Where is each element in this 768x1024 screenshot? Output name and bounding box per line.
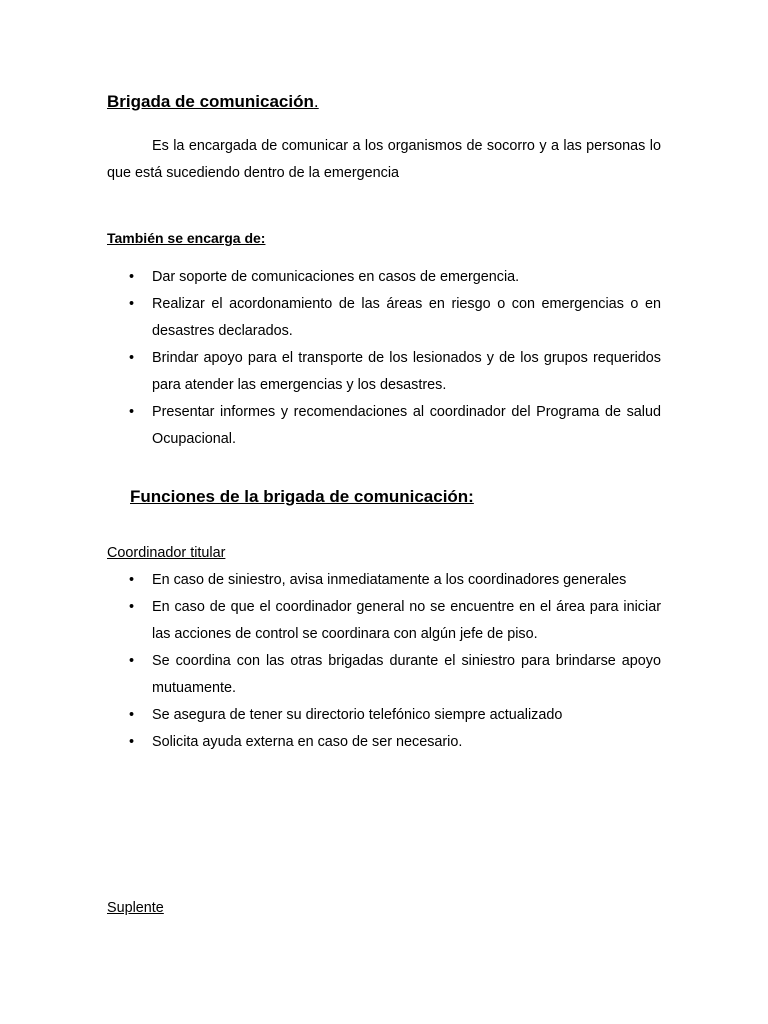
bullet-icon: •: [129, 572, 135, 588]
intro-paragraph: Es la encargada de comunicar a los organismos de socorro y a las personas lo que está sucediendo dentro de la emergencia: [107, 138, 661, 181]
list-item: • Dar soporte de comunicaciones en casos de emergencia.: [107, 264, 661, 291]
bullet-icon: •: [129, 734, 135, 750]
list-item: • En caso de siniestro, avisa inmediatamente a los coordinadores generales: [107, 567, 661, 594]
bullet-icon: •: [129, 653, 135, 669]
document-title: Brigada de comunicación.: [107, 92, 319, 111]
role-coordinador-titular: Coordinador titular: [107, 545, 226, 561]
section2-heading: Funciones de la brigada de comunicación:: [130, 487, 474, 506]
section1-list: [107, 264, 661, 453]
list-item: • Se coordina con las otras brigadas durante el siniestro para brindarse apoyo mutuamente.: [107, 648, 661, 702]
bullet-icon: •: [129, 296, 135, 312]
list-item: • Presentar informes y recomendaciones al coordinador del Programa de salud Ocupacional.: [107, 399, 661, 453]
bullet-icon: •: [129, 404, 135, 420]
section2-list: [107, 567, 661, 756]
list-item: • Realizar el acordonamiento de las áreas en riesgo o con emergencias o en desastres declarados.: [107, 291, 661, 345]
list-item: • Brindar apoyo para el transporte de los lesionados y de los grupos requeridos para atender las emergencias y los desastres.: [107, 345, 661, 399]
list-item: • Se asegura de tener su directorio telefónico siempre actualizado: [107, 702, 661, 729]
bullet-icon: •: [129, 599, 135, 615]
role-suplente: Suplente: [107, 900, 164, 916]
bullet-icon: •: [129, 350, 135, 366]
title-period: .: [313, 92, 319, 111]
list-item: • Solicita ayuda externa en caso de ser necesario.: [107, 729, 661, 756]
bullet-icon: •: [129, 269, 135, 285]
list-item: • En caso de que el coordinador general no se encuentre en el área para iniciar las acciones de control se coordinara con algún jefe de piso.: [107, 594, 661, 648]
section1-heading: También se encarga de:: [107, 230, 266, 246]
bullet-icon: •: [129, 707, 135, 723]
